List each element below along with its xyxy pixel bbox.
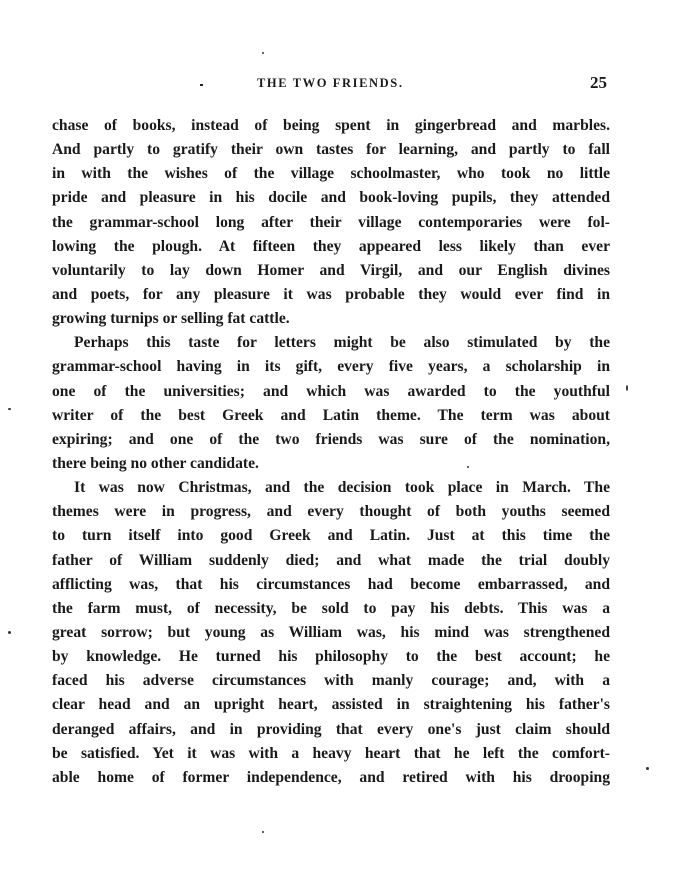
running-head [0,73,680,96]
print-speck [8,631,11,634]
print-speck [467,466,469,468]
text-line: by knowledge. He turned his philosophy to the best account; he [52,648,610,666]
text-line: the grammar-school long after their village contemporaries were fol- [52,213,610,231]
text-line: in with the wishes of the village schoolmaster, who took no little [52,165,610,183]
print-speck [626,385,628,391]
paragraph-start-line: Perhaps this taste for letters might be also stimulated by the [74,334,610,352]
text-line: clear head and an upright heart, assisted in straightening his father's [52,696,610,714]
text-line: pride and pleasure in his docile and book-loving pupils, they attended [52,189,610,207]
page-number: 25 [590,73,607,92]
print-speck [646,767,649,770]
text-line: voluntarily to lay down Homer and Virgil, and our English divines [52,261,610,279]
text-line: and poets, for any pleasure it was probable they would ever find in [52,285,610,303]
print-speck [262,52,264,54]
print-speck [262,831,264,833]
text-line: themes were in progress, and every thought of both youths seemed [52,503,610,521]
paragraph-end-line: growing turnips or selling fat cattle. [52,310,290,328]
text-line: father of William suddenly died; and what made the trial doubly [52,551,610,569]
text-line: be satisfied. Yet it was with a heavy heart that he left the comfort- [52,744,610,762]
text-line: the farm must, of necessity, be sold to pay his debts. This was a [52,599,610,617]
body-text [52,114,610,790]
text-line: writer of the best Greek and Latin theme. The term was about [52,406,610,424]
running-title: THE TWO FRIENDS. [257,76,404,90]
text-line: chase of books, instead of being spent in gingerbread and marbles. [52,117,610,134]
text-line: deranged affairs, and in providing that every one's just claim should [52,720,610,738]
text-line: able home of former independence, and retired with his drooping [52,768,610,786]
paragraph-end-line: there being no other candidate. [52,454,259,472]
print-speck [8,408,11,410]
paragraph-start-line: It was now Christmas, and the decision took place in March. The [74,479,610,497]
ornament-dot [200,84,203,86]
text-line: grammar-school having in its gift, every five years, a scholarship in [52,358,610,376]
text-line: to turn itself into good Greek and Latin. Just at this time the [52,527,610,545]
text-line: faced his adverse circumstances with manly courage; and, with a [52,672,610,690]
text-line: one of the universities; and which was awarded to the youthful [52,382,610,400]
text-line: afflicting was, that his circumstances had become embarrassed, and [52,575,610,593]
text-line: lowing the plough. At fifteen they appeared less likely than ever [52,237,610,255]
text-line: great sorrow; but young as William was, his mind was strengthened [52,623,610,641]
text-line: And partly to gratify their own tastes for learning, and partly to fall [52,141,610,159]
text-line: expiring; and one of the two friends was sure of the nomination, [52,430,610,448]
